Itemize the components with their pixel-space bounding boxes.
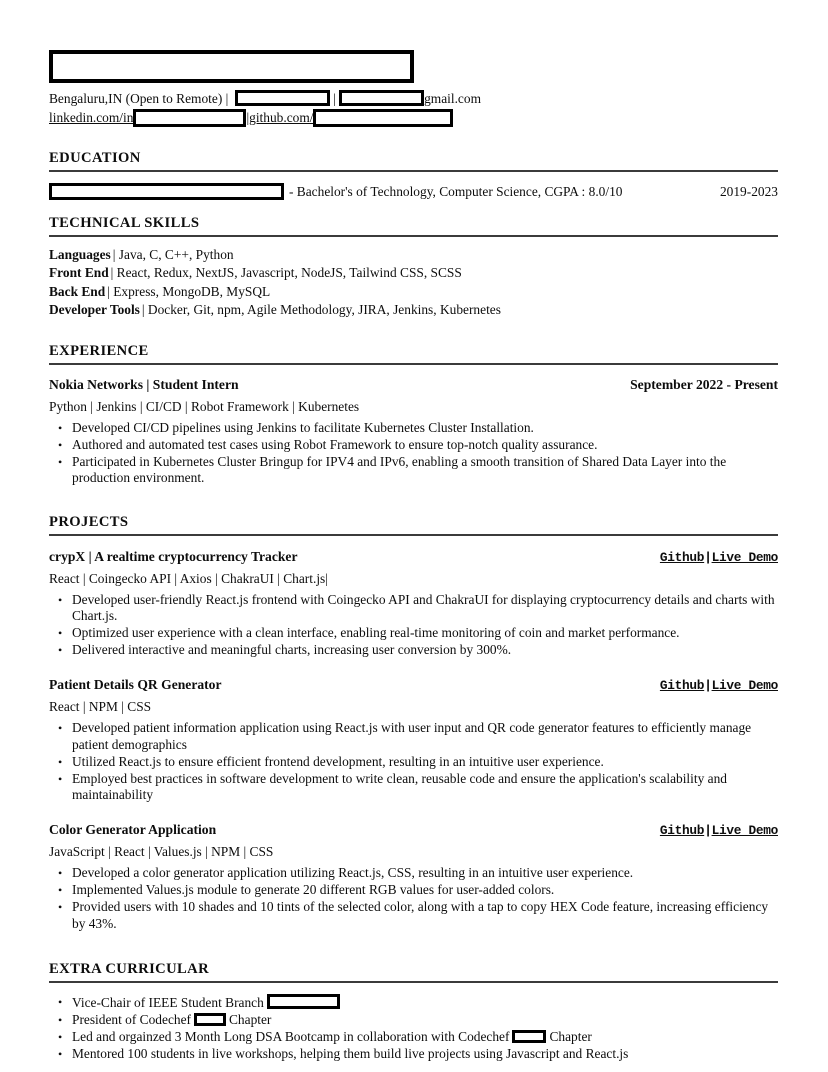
- skill-row: [49, 264, 778, 282]
- linkedin-link[interactable]: linkedin.com/in: [49, 110, 134, 125]
- job-heading: Nokia Networks | Student Intern: [49, 377, 239, 393]
- project-bullets: [49, 865, 778, 932]
- live-demo-link[interactable]: Live Demo: [711, 678, 778, 694]
- bullet-item: • Developed user-friendly React.js frontend with Coingecko API and ChakraUI for displaying cryptocurrency details and charts with Chart.js.: [49, 592, 778, 625]
- redacted-email-box: [339, 90, 424, 106]
- project-entry: [49, 677, 778, 803]
- links-line: [49, 108, 778, 127]
- email-suffix-text: gmail.com: [424, 91, 481, 106]
- bullet-item: [49, 1046, 778, 1062]
- education-dates: 2019-2023: [719, 184, 778, 199]
- bullet-item: • Participated in Kubernetes Cluster Bringup for IPV4 and IPv6, enabling a smooth transition of Shared Data Layer into the production environment.: [49, 454, 778, 487]
- links-separator: |: [704, 823, 712, 839]
- project-entry-head: [49, 677, 778, 693]
- live-demo-link[interactable]: Live Demo: [711, 549, 778, 565]
- contact-line: [49, 89, 778, 108]
- bullet-item: [49, 1012, 778, 1028]
- extra-text: Mentored 100 students in live workshops, helping them build live projects using Javascript and React.js: [72, 1045, 629, 1061]
- project-links: [660, 678, 778, 693]
- job-dates: September 2022 - Present: [630, 377, 778, 393]
- extra-text: Chapter: [549, 1028, 592, 1044]
- education-degree-line: [49, 183, 622, 200]
- github-project-link[interactable]: Github: [659, 823, 705, 839]
- project-bullets: [49, 720, 778, 803]
- bullet-item: • Authored and automated test cases using Robot Framework to ensure top-notch quality assurance.: [49, 437, 778, 453]
- experience-title: EXPERIENCE: [49, 343, 778, 365]
- bullet-item: • Developed a color generator application utilizing React.js, CSS, resulting in an intuitive user experience.: [49, 865, 778, 881]
- bullet-item: • Employed best practices in software development to write clean, reusable code and ensure the application's scalability and maintainability: [49, 771, 778, 804]
- section-extra-curricular: [49, 961, 778, 1062]
- section-education: [49, 150, 778, 200]
- skill-label: Developer Tools: [49, 301, 140, 317]
- skill-row: [49, 246, 778, 264]
- github-project-link[interactable]: Github: [659, 549, 705, 565]
- projects-title: PROJECTS: [49, 514, 778, 536]
- project-stack: React | NPM | CSS: [49, 699, 152, 715]
- links-separator: |: [704, 549, 712, 565]
- project-links: [660, 550, 778, 565]
- location-text: Bengaluru,IN (Open to Remote) |: [49, 91, 229, 106]
- links-separator: |: [704, 678, 712, 694]
- redacted-college-box: [49, 183, 284, 200]
- github-link[interactable]: |github.com/: [246, 110, 314, 125]
- redacted-phone-box: [235, 90, 330, 106]
- extra-text: Chapter: [229, 1012, 272, 1027]
- extra-text: Led and orgainzed 3 Month Long DSA Bootcamp in collaboration with Codechef: [72, 1028, 510, 1044]
- skill-label: Front End: [49, 265, 109, 281]
- bullet-item: • Developed patient information application using React.js with user input and QR code generator features to efficiently manage patient demographics: [49, 720, 778, 753]
- extra-list: [49, 994, 778, 1062]
- skills-list: [49, 246, 778, 319]
- experience-entry: [49, 377, 778, 487]
- project-name: crypX | A realtime cryptocurrency Tracker: [49, 548, 298, 564]
- project-stack: React | Coingecko API | Axios | ChakraUI | Chart.js|: [49, 570, 328, 586]
- education-title: EDUCATION: [49, 150, 778, 172]
- bullet-item: • Developed CI/CD pipelines using Jenkins to facilitate Kubernetes Cluster Installation.: [49, 420, 778, 436]
- bullet-item: [49, 1029, 778, 1045]
- skill-label: Languages: [49, 247, 111, 262]
- redacted-github-box: [313, 109, 453, 127]
- section-projects: [49, 514, 778, 932]
- extra-title: EXTRA CURRICULAR: [49, 961, 778, 983]
- project-name: Color Generator Application: [49, 822, 217, 838]
- project-name: Patient Details QR Generator: [49, 677, 222, 693]
- skill-row: [49, 283, 778, 301]
- education-entry: [49, 183, 778, 200]
- contact-separator: |: [333, 91, 336, 106]
- bullet-item: • Utilized React.js to ensure efficient frontend development, resulting in an intuitive user experience.: [49, 754, 778, 770]
- experience-entry-head: [49, 377, 778, 393]
- project-entry-head: [49, 549, 778, 565]
- github-project-link[interactable]: Github: [659, 678, 705, 694]
- bullet-item: • Provided users with 10 shades and 10 tints of the selected color, along with a tap to copy HEX Code feature, increasing efficiency by 43%.: [49, 899, 778, 932]
- project-entry-head: [49, 822, 778, 838]
- skill-row: [49, 301, 778, 319]
- bullet-item: • Optimized user experience with a clean interface, enabling real-time monitoring of coin and market performance.: [49, 625, 778, 641]
- skill-values: | React, Redux, NextJS, Javascript, NodeJS, Tailwind CSS, SCSS: [110, 265, 462, 281]
- project-links: [660, 823, 778, 838]
- section-skills: [49, 215, 778, 319]
- section-experience: [49, 343, 778, 487]
- bullet-item: • Delivered interactive and meaningful charts, increasing user conversion by 300%.: [49, 642, 778, 658]
- skill-values: | Docker, Git, npm, Agile Methodology, JIRA, Jenkins, Kubernetes: [141, 301, 501, 317]
- degree-text: - Bachelor's of Technology, Computer Science, CGPA : 8.0/10: [289, 184, 623, 199]
- bullet-item: • Implemented Values.js module to generate 20 different RGB values for user-added colors.: [49, 882, 778, 898]
- extra-text: Vice-Chair of IEEE Student Branch: [72, 995, 264, 1011]
- skill-label: Back End: [49, 283, 106, 299]
- skills-title: TECHNICAL SKILLS: [49, 215, 778, 237]
- project-bullets: [49, 592, 778, 659]
- bullet-item: [49, 994, 778, 1011]
- resume-header: [49, 50, 778, 127]
- redacted-linkedin-box: [133, 109, 246, 127]
- job-bullets: [49, 420, 778, 487]
- redacted-chapter-box: [194, 1013, 226, 1026]
- skill-values: | Express, MongoDB, MySQL: [107, 283, 271, 299]
- project-entry: [49, 822, 778, 932]
- project-stack: JavaScript | React | Values.js | NPM | CSS: [49, 844, 274, 860]
- redacted-chapter-box: [512, 1030, 546, 1043]
- redacted-name-box: [49, 50, 414, 83]
- redacted-branch-box: [267, 994, 340, 1009]
- job-stack: Python | Jenkins | CI/CD | Robot Framework | Kubernetes: [49, 399, 360, 415]
- skill-values: | Java, C, C++, Python: [112, 247, 234, 262]
- project-entry: [49, 549, 778, 659]
- extra-text: President of Codechef: [72, 1012, 191, 1027]
- live-demo-link[interactable]: Live Demo: [711, 823, 778, 839]
